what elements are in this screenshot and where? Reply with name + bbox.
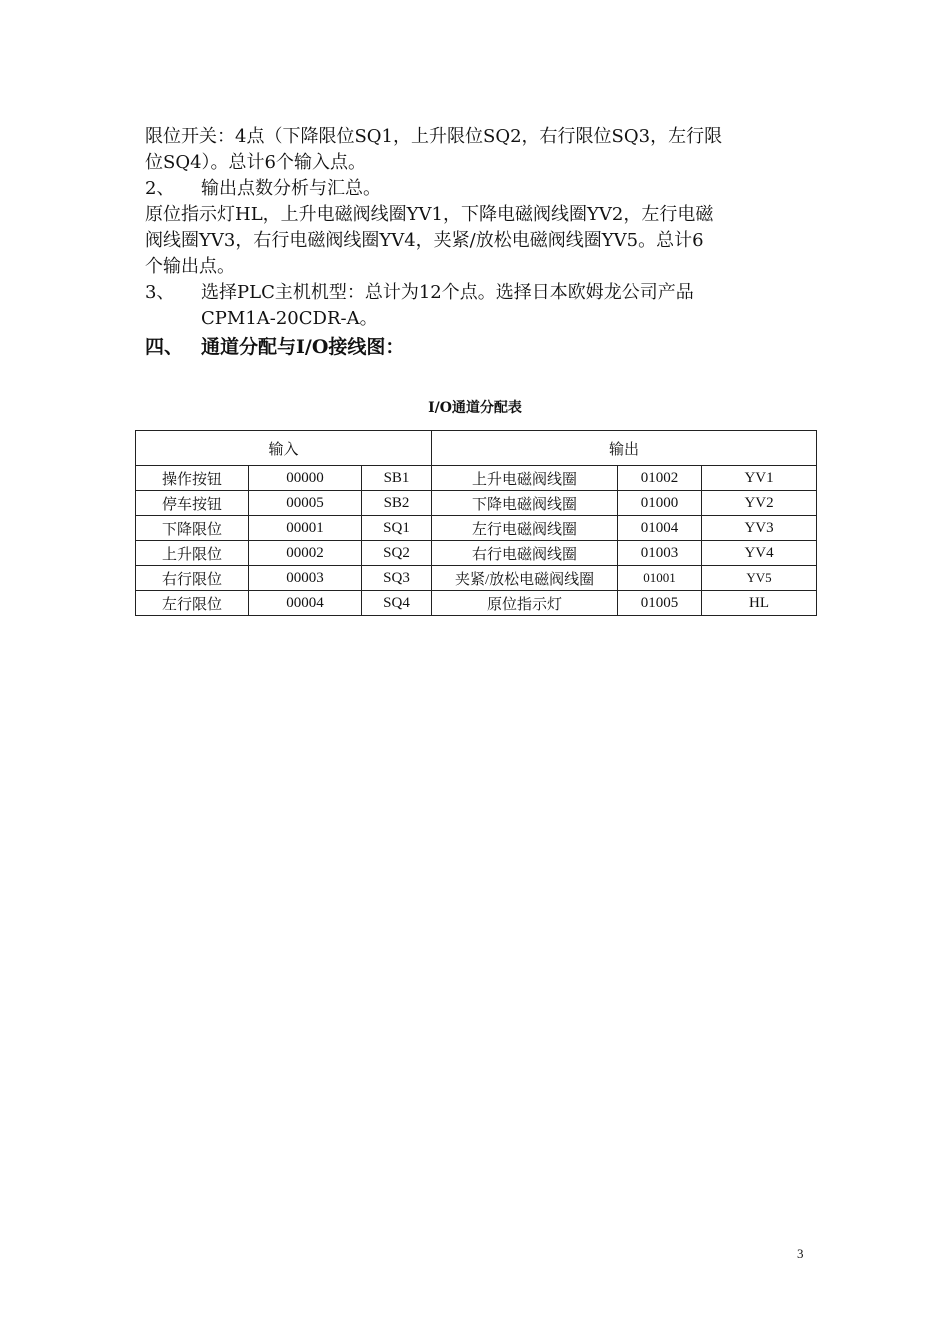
paragraph-limit-switches-line2: 位SQ4）。总计6个输入点。 — [145, 152, 366, 173]
paragraph-outputs-line2: 阀线圈YV3，右行电磁阀线圈YV4，夹紧/放松电磁阀线圈YV5。总计6 — [145, 230, 704, 251]
input-name-cell: 左行限位 — [136, 591, 249, 616]
list-item-3-continuation: CPM1A-20CDR-A。 — [201, 308, 378, 329]
input-address-cell: 00005 — [249, 491, 362, 516]
output-name-cell: 上升电磁阀线圈 — [432, 466, 618, 491]
io-channel-table — [135, 430, 817, 616]
list-item-3-text: 选择PLC主机机型：总计为12个点。选择日本欧姆龙公司产品 — [201, 282, 694, 303]
paragraph-limit-switches-line1: 限位开关：4点（下降限位SQ1，上升限位SQ2，右行限位SQ3，左行限 — [145, 126, 723, 147]
input-address-cell: 00004 — [249, 591, 362, 616]
input-name-cell: 上升限位 — [136, 541, 249, 566]
output-name-cell: 左行电磁阀线圈 — [432, 516, 618, 541]
input-address-cell: 00000 — [249, 466, 362, 491]
paragraph-outputs-line1: 原位指示灯HL，上升电磁阀线圈YV1，下降电磁阀线圈YV2，左行电磁 — [145, 204, 714, 225]
output-address-cell: 01004 — [618, 516, 702, 541]
input-address-cell: 00002 — [249, 541, 362, 566]
input-code-cell: SQ1 — [362, 516, 432, 541]
input-name-cell: 操作按钮 — [136, 466, 249, 491]
input-name-cell: 下降限位 — [136, 516, 249, 541]
section-heading — [145, 334, 815, 360]
output-name-cell: 原位指示灯 — [432, 591, 618, 616]
output-address-cell: 01000 — [618, 491, 702, 516]
output-code-cell: YV3 — [702, 516, 817, 541]
table-caption: I/O通道分配表 — [428, 400, 522, 416]
list-item-3 — [145, 280, 815, 306]
output-code-cell: YV1 — [702, 466, 817, 491]
output-name-cell: 右行电磁阀线圈 — [432, 541, 618, 566]
output-address-cell: 01002 — [618, 466, 702, 491]
output-header: 输出 — [432, 431, 817, 466]
page-number: 3 — [797, 1246, 804, 1261]
input-code-cell: SQ3 — [362, 566, 432, 591]
section-number: 四、 — [145, 336, 184, 358]
table-row — [136, 516, 817, 541]
output-code-cell: YV5 — [702, 566, 817, 591]
input-name-cell: 右行限位 — [136, 566, 249, 591]
section-title: 通道分配与I/O接线图： — [201, 336, 405, 358]
output-code-cell: YV4 — [702, 541, 817, 566]
output-code-cell: HL — [702, 591, 817, 616]
output-address-cell: 01005 — [618, 591, 702, 616]
paragraph-outputs-line3: 个输出点。 — [145, 256, 235, 277]
input-code-cell: SB2 — [362, 491, 432, 516]
table-row — [136, 591, 817, 616]
input-code-cell: SB1 — [362, 466, 432, 491]
list-item-2-text: 输出点数分析与汇总。 — [201, 178, 381, 199]
list-item-2-number: 2、 — [145, 178, 175, 199]
output-address-cell: 01003 — [618, 541, 702, 566]
input-header: 输入 — [136, 431, 432, 466]
input-code-cell: SQ4 — [362, 591, 432, 616]
table-header-row — [136, 431, 817, 466]
output-name-cell: 夹紧/放松电磁阀线圈 — [432, 566, 618, 591]
output-address-cell: 01001 — [618, 566, 702, 591]
table-row — [136, 566, 817, 591]
list-item-3-number: 3、 — [145, 282, 175, 303]
list-item-2 — [145, 176, 815, 202]
output-code-cell: YV2 — [702, 491, 817, 516]
input-name-cell: 停车按钮 — [136, 491, 249, 516]
table-row — [136, 466, 817, 491]
input-address-cell: 00001 — [249, 516, 362, 541]
table-row — [136, 541, 817, 566]
output-name-cell: 下降电磁阀线圈 — [432, 491, 618, 516]
input-address-cell: 00003 — [249, 566, 362, 591]
body-text — [145, 124, 815, 360]
table-row — [136, 491, 817, 516]
input-code-cell: SQ2 — [362, 541, 432, 566]
